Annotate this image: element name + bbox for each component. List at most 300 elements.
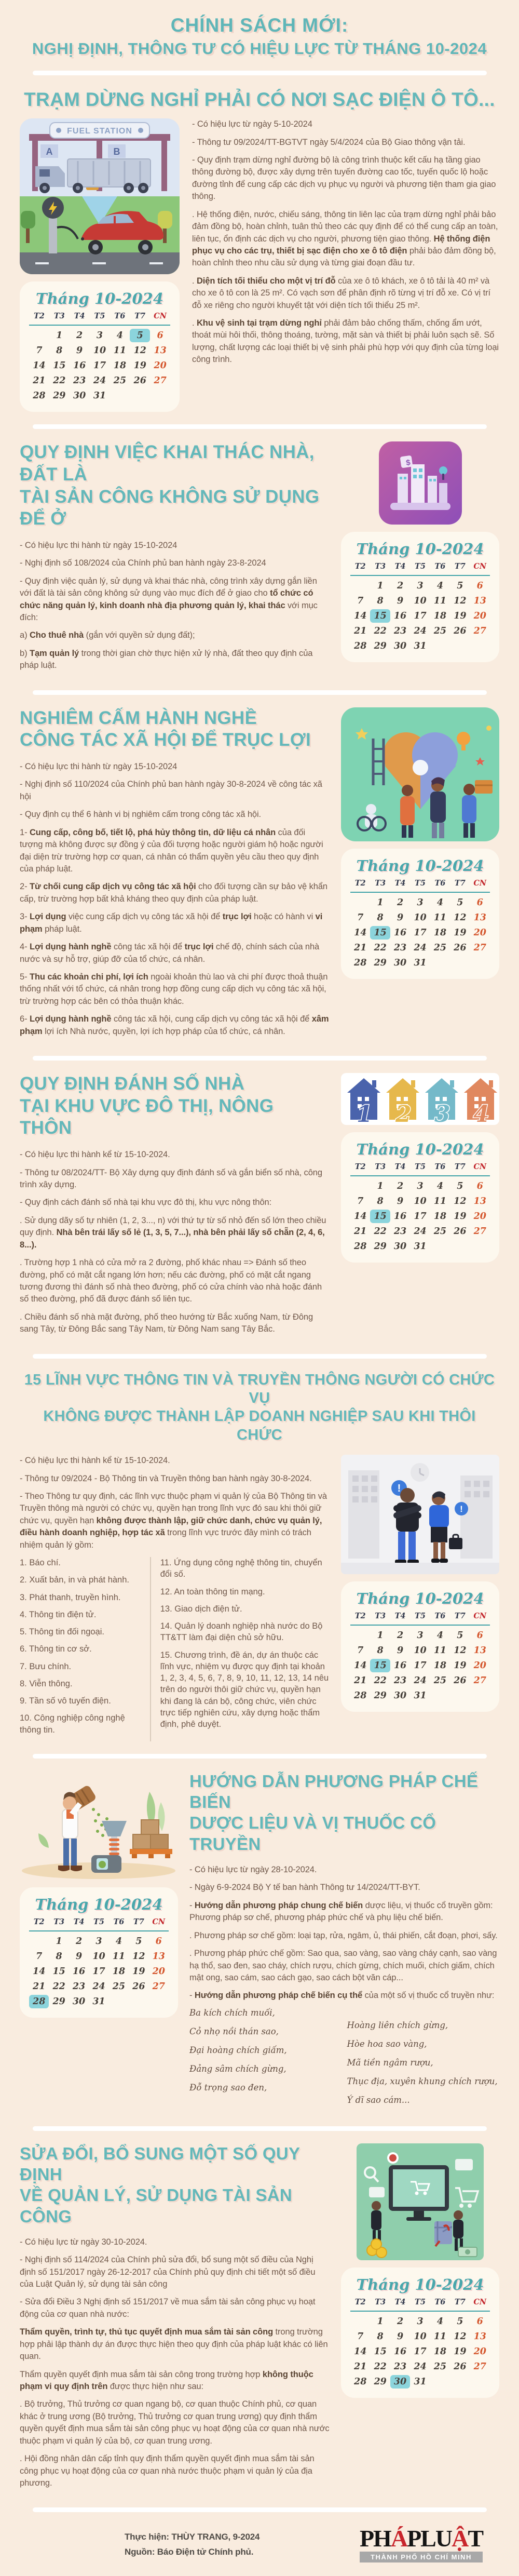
list-item: 2. Xuất bản, in và phát hành. — [20, 1575, 129, 1585]
calendar-day — [430, 1240, 450, 1253]
calendar-day: 11 — [433, 596, 447, 607]
calendar-day: 27 — [473, 942, 486, 953]
calendar-day — [350, 1629, 370, 1642]
calendar-day: 29 — [52, 1996, 65, 2007]
calendar-day: 18 — [113, 360, 127, 371]
weekday-label: T5 — [94, 312, 105, 321]
svg-text:$: $ — [405, 458, 411, 468]
calendar-day: 26 — [454, 2361, 467, 2372]
calendar-day: 3 — [417, 2316, 424, 2327]
weekday-label: T2 — [354, 2297, 366, 2306]
list-item: 15. Chương trình, đề án, dự án thuộc các lĩnh vực, nhiệm vụ được quy định tại khoản 1, 2, 3, 4, 5, 6, 7, 8, 9, 10, 11, 12, 13, 14 nêu trên do người thôi giữ chức vụ, quyền hạn khi đang là cán bộ, công chức, viên chức trực tiếp nghiên cứu, xây dựng hoặc thẩm định, phê duyệt. — [160, 1650, 329, 1729]
paragraph: 4- Lợi dụng hành nghề công tác xã hội để trục lợi chế độ, chính sách của nhà nước và sự hỗ trợ, giúp đỡ của tổ chức, cá nhân. — [20, 942, 320, 964]
calendar-day: 31 — [414, 1241, 427, 1252]
calendar-day: 22 — [374, 942, 387, 953]
calendar-day: 25 — [112, 1981, 126, 1992]
calendar-day: 11 — [433, 2331, 447, 2342]
calendar-separator — [350, 1175, 490, 1176]
bay-b-label: B — [113, 146, 120, 157]
calendar-title: Tháng 10-2024 — [356, 856, 484, 875]
fields-list-left — [20, 1557, 150, 1741]
calendar-day: 15 — [53, 360, 66, 371]
calendar-card — [341, 532, 499, 662]
calendar-day: 13 — [152, 1951, 165, 1962]
weekday-label: T6 — [434, 878, 446, 888]
calendar-day: 29 — [53, 391, 66, 401]
calendar-day: 7 — [357, 1196, 364, 1207]
paragraph: . Phương pháp sơ chế gồm: loại tạp, rửa, ngâm, ủ, thái phiến, cắt đoạn, phơi, sấy. — [189, 1930, 498, 1940]
paragraph: - Theo Thông tư quy định, các lĩnh vực thuộc phạm vi quản lý của Bộ Thông tin và Truyền thông mà người có chức vụ, quyền hạn trong lĩnh vực đó sau khi thôi giữ chức vụ, quyền hạn không được thành lập, giữ chức danh, chức vụ quản lý, điều hành doanh nghiệp, hợp tác xã trong lĩnh vực trước đây mình có trách nhiệm quản lý gồm: — [20, 1491, 327, 1550]
calendar-day: 25 — [433, 2361, 447, 2372]
calendar-day: 17 — [414, 1660, 427, 1671]
calendar-day: 9 — [397, 596, 404, 607]
illustration-fuel-station-ev — [20, 118, 180, 274]
calendar-day: 19 — [132, 1966, 145, 1977]
weekday-label: T7 — [454, 2297, 466, 2306]
calendar-day — [350, 579, 370, 593]
calendar-separator — [29, 1930, 169, 1931]
calendar-day: 22 — [53, 375, 66, 386]
calendar-day: 8 — [377, 2331, 384, 2342]
section-title-line2: TÀI SẢN CÔNG KHÔNG SỬ DỤNG ĐỂ Ở — [20, 486, 320, 529]
section-title-line1: QUY ĐỊNH VIỆC KHAI THÁC NHÀ, ĐẤT LÀ — [20, 442, 315, 485]
calendar-day: 7 — [357, 912, 364, 923]
calendar-day: 26 — [133, 375, 146, 386]
calendar-day: 5 — [457, 581, 463, 592]
calendar-separator — [350, 1625, 490, 1626]
weekday-label: CN — [473, 878, 487, 888]
calendar-day: 27 — [152, 1981, 165, 1992]
svg-text:!: ! — [460, 1504, 463, 1514]
calendar-day: 19 — [454, 927, 467, 938]
calendar-day: 28 — [33, 391, 46, 401]
paragraph: - Nghị định số 114/2024 của Chính phủ sửa đổi, bổ sung một số điều của Nghị định số 151/2017 ngày 26-12-2017 của Chính phủ quy định chi tiết một số điều của Luật Quản lý, sử dụng tài sản công — [20, 2255, 316, 2289]
calendar-day: 20 — [152, 1966, 165, 1977]
calendar-day: 3 — [417, 1181, 424, 1192]
weekday-label: T2 — [33, 312, 45, 321]
calendar-day: 22 — [374, 1675, 387, 1686]
section-asset-management — [16, 2141, 503, 2498]
calendar-day: 6 — [476, 581, 483, 592]
calendar-day: 28 — [354, 641, 367, 652]
calendar-day: 9 — [397, 912, 404, 923]
calendar-day: 1 — [377, 897, 384, 908]
calendar-day: 2 — [76, 330, 83, 341]
page-header — [16, 10, 503, 60]
calendar-day: 16 — [393, 927, 407, 938]
weekday-label: T2 — [354, 1612, 366, 1621]
paragraph: - Có hiệu lực từ ngày 28-10-2024. — [189, 1864, 317, 1874]
calendar-day-highlighted: 15 — [370, 1210, 390, 1223]
list-item: Đảng sâm chích gừng, — [189, 2063, 286, 2074]
calendar-day: 7 — [36, 1951, 43, 1962]
calendar-day: 31 — [414, 957, 427, 968]
section-social-work — [16, 705, 503, 1045]
list-item: 10. Công nghiệp công nghệ thông tin. — [20, 1713, 125, 1735]
list-item: 9. Tần số vô tuyến điện. — [20, 1696, 111, 1706]
weekday-label: T7 — [454, 878, 466, 888]
calendar-day — [470, 639, 490, 653]
calendar-day: 1 — [377, 1630, 384, 1641]
section-rest-stop-ev — [16, 86, 503, 414]
calendar-day-highlighted: 15 — [370, 609, 390, 623]
calendar-day: 17 — [92, 1966, 105, 1977]
calendar-day: 29 — [374, 957, 387, 968]
calendar-day: 29 — [374, 2376, 387, 2387]
phapluat-logo — [360, 2527, 483, 2562]
section-divider — [33, 71, 487, 75]
list-item: 6. Thông tin cơ sở. — [20, 1644, 92, 1654]
weekday-label: T5 — [415, 2297, 426, 2306]
calendar-day-highlighted: 15 — [370, 1659, 390, 1672]
section-divider — [33, 690, 487, 695]
weekday-label: T5 — [415, 1162, 426, 1172]
calendar-day: 17 — [414, 2346, 427, 2357]
calendar-day: 10 — [414, 1196, 427, 1207]
section-house-numbering — [16, 1071, 503, 1344]
weekday-label: T6 — [113, 1917, 125, 1926]
house-number: 3 — [434, 1101, 450, 1125]
calendar-day: 23 — [393, 2361, 407, 2372]
calendar-day: 27 — [473, 1675, 486, 1686]
calendar-day: 3 — [417, 897, 424, 908]
calendar-day — [450, 2375, 470, 2389]
paragraph: - Thông tư 08/2024/TT- Bộ Xây dựng quy định đánh số và gắn biển số nhà, công trình xây dựng. — [20, 1168, 322, 1189]
calendar-day: 16 — [393, 1660, 407, 1671]
calendar-day — [350, 896, 370, 909]
calendar-day: 13 — [473, 596, 486, 607]
calendar-day: 12 — [133, 345, 146, 356]
list-item: 7. Bưu chính. — [20, 1661, 72, 1671]
weekday-label: T5 — [415, 562, 426, 571]
calendar-day: 13 — [154, 345, 167, 356]
paragraph: . Trường hợp 1 nhà có cửa mở ra 2 đường, phố khác nhau => Đánh số theo đường, phố có mặt cắt ngang lớn hơn; nếu các đường, phố có mặt cắt ngang tương đương thì đánh số nhà theo đường, phố có cửa chính vào nhà hoặc đánh số theo đường, phố đã được đánh số liên tục. — [20, 1258, 322, 1304]
calendar-day: 2 — [397, 2316, 404, 2327]
calendar-day: 30 — [393, 957, 407, 968]
calendar-day: 31 — [414, 2376, 427, 2387]
calendar-day: 11 — [433, 912, 447, 923]
calendar-day — [470, 1689, 490, 1702]
weekday-label: T6 — [434, 1612, 446, 1621]
calendar-day — [430, 639, 450, 653]
calendar-day: 23 — [393, 626, 407, 637]
calendar-day: 11 — [112, 1951, 126, 1962]
calendar-day: 5 — [457, 2316, 463, 2327]
calendar-day: 9 — [397, 1196, 404, 1207]
calendar-day: 6 — [476, 2316, 483, 2327]
calendar-day-highlighted: 28 — [29, 1995, 49, 2008]
weekday-label: CN — [473, 1162, 487, 1172]
calendar-day: 19 — [454, 611, 467, 622]
paragraph: . Chiều đánh số nhà mặt đường, phố theo hướng từ Bắc xuống Nam, từ Đông sang Tây, từ Đông Bắc sang Tây Nam, từ Đông Nam sang Tây Bắc. — [20, 1312, 313, 1334]
list-item: 4. Thông tin điện tử. — [20, 1609, 97, 1619]
calendar-day: 3 — [95, 1936, 102, 1947]
calendar-day: 4 — [116, 330, 123, 341]
calendar-day: 3 — [417, 581, 424, 592]
calendar-day: 9 — [76, 345, 83, 356]
calendar-day: 14 — [354, 611, 367, 622]
paragraph: - Ngày 6-9-2024 Bộ Y tế ban hành Thông tư 14/2024/TT-BYT. — [189, 1883, 420, 1893]
calendar-title: Tháng 10-2024 — [35, 1895, 163, 1913]
illustration-herbal-processing — [20, 1771, 178, 1880]
calendar-day: 20 — [473, 2346, 486, 2357]
calendar-day: 20 — [473, 927, 486, 938]
section-title-line2: KHÔNG ĐƯỢC THÀNH LẬP DOANH NGHIỆP SAU KHI THÔI CHỨC — [43, 1408, 476, 1443]
calendar-day: 21 — [354, 1226, 367, 1237]
calendar-day: 26 — [454, 1675, 467, 1686]
calendar-day: 17 — [414, 927, 427, 938]
fields-list-right — [150, 1557, 330, 1741]
calendar-day: 20 — [473, 1211, 486, 1222]
paragraph: b) Tạm quản lý trong thời gian chờ thực hiện xử lý nhà, đất theo quy định của pháp luật. — [20, 648, 313, 670]
calendar-day: 31 — [92, 1996, 105, 2007]
calendar-day: 21 — [354, 626, 367, 637]
calendar-day: 31 — [414, 1691, 427, 1701]
list-item: Đại hoàng chích giấm, — [189, 2045, 287, 2055]
calendar-day — [130, 389, 150, 403]
section-title: TRẠM DỪNG NGHỈ PHẢI CÓ NƠI SẠC ĐIỆN Ô TÔ... — [24, 89, 495, 110]
phapluat-logo-text: PHÁPLUẬT — [359, 2525, 483, 2552]
weekday-label: T3 — [375, 878, 386, 888]
illustration-social-work-team — [341, 707, 499, 841]
calendar-day: 9 — [75, 1951, 83, 1962]
calendar-day — [450, 1689, 470, 1702]
calendar-day: 1 — [377, 581, 384, 592]
calendar-day: 19 — [133, 360, 146, 371]
paragraph: - Thông tư 09/2024 - Bộ Thông tin và Truyền thông ban hành ngày 30-8-2024. — [20, 1473, 312, 1483]
calendar-day: 30 — [73, 391, 86, 401]
section-divider — [33, 1354, 487, 1359]
herb-list-right — [347, 2008, 500, 2114]
calendar-day: 20 — [473, 1660, 486, 1671]
list-item: Đỗ trọng sao đen, — [189, 2082, 267, 2092]
calendar-day — [29, 1935, 49, 1948]
calendar-day: 22 — [52, 1981, 65, 1992]
calendar-day: 29 — [374, 641, 387, 652]
calendar-day: 7 — [357, 596, 364, 607]
calendar-day: 1 — [56, 330, 63, 341]
calendar-day: 10 — [414, 596, 427, 607]
calendar-day: 12 — [454, 1645, 467, 1656]
weekday-label: CN — [473, 2297, 487, 2306]
weekday-label: T7 — [134, 312, 146, 321]
section-title-line2: CÔNG TÁC XÃ HỘI ĐỂ TRỤC LỢI — [20, 730, 311, 750]
weekday-label: T4 — [394, 562, 406, 571]
calendar-day: 28 — [354, 957, 367, 968]
calendar-day: 4 — [436, 1181, 444, 1192]
calendar-day — [470, 1240, 490, 1253]
calendar-day — [149, 1995, 169, 2008]
calendar-day: 6 — [155, 1936, 162, 1947]
calendar-day: 23 — [73, 375, 86, 386]
calendar-day: 8 — [56, 1951, 62, 1962]
calendar-day: 16 — [393, 611, 407, 622]
calendar-day: 8 — [377, 1645, 384, 1656]
illustration-city-assets — [379, 441, 462, 525]
calendar-day: 6 — [476, 1181, 483, 1192]
calendar-day: 7 — [36, 345, 43, 356]
calendar-day-highlighted: 15 — [370, 926, 390, 940]
calendar-title: Tháng 10-2024 — [356, 2275, 484, 2293]
list-item: 12. An toàn thông tin mạng. — [160, 1587, 265, 1596]
calendar-day — [450, 639, 470, 653]
calendar-day: 17 — [414, 1211, 427, 1222]
illustration-public-procurement — [341, 2143, 499, 2260]
weekday-label: CN — [152, 1917, 166, 1926]
calendar-day: 22 — [374, 2361, 387, 2372]
section-body — [20, 1149, 330, 1335]
section-body — [20, 2236, 330, 2490]
calendar-day: 25 — [113, 375, 127, 386]
section-divider — [33, 2126, 487, 2131]
bay-a-label: A — [46, 146, 53, 157]
section-title-line2: DƯỢC LIỆU VÀ VỊ THUỐC CỔ TRUYỀN — [189, 1813, 436, 1854]
calendar-day: 13 — [473, 1196, 486, 1207]
calendar-day: 2 — [397, 581, 404, 592]
calendar-day-highlighted: 30 — [390, 2375, 410, 2389]
calendar-day — [450, 956, 470, 970]
calendar-day: 4 — [436, 1630, 444, 1641]
calendar-day: 24 — [414, 1226, 427, 1237]
paragraph: 3- Lợi dụng việc cung cấp dịch vụ công tác xã hội để trục lợi hoặc có hành vi vi phạm pháp luật. — [20, 912, 323, 934]
calendar-day: 29 — [374, 1691, 387, 1701]
calendar-day: 15 — [52, 1966, 65, 1977]
calendar-day: 19 — [454, 2346, 467, 2357]
weekday-label: T4 — [394, 1612, 406, 1621]
calendar-day: 12 — [454, 912, 467, 923]
calendar-day: 8 — [377, 1196, 384, 1207]
calendar-day — [110, 389, 130, 403]
paragraph: - Có hiệu lực thi hành kể từ 15-10-2024. — [20, 1150, 170, 1160]
house-number: 1 — [357, 1101, 373, 1125]
calendar-day: 24 — [93, 375, 106, 386]
calendar-day — [129, 1995, 148, 2008]
calendar-day — [450, 1240, 470, 1253]
calendar-day: 12 — [132, 1951, 145, 1962]
list-item: Cỏ nhọ nồi thán sao, — [189, 2026, 279, 2036]
calendar-day: 4 — [115, 1936, 122, 1947]
weekday-label: T6 — [434, 1162, 446, 1172]
list-item: 3. Phát thanh, truyền hình. — [20, 1592, 121, 1602]
calendar-day: 13 — [473, 912, 486, 923]
paragraph: 6- Lợi dụng hành nghề công tác xã hội, cung cấp dịch vụ công tác xã hội để xâm phạm lợi ích Nhà nước, quyền, lợi ích hợp pháp của tổ chức, cá nhân. — [20, 1014, 329, 1036]
weekday-label: T4 — [394, 2297, 406, 2306]
calendar-day — [430, 1689, 450, 1702]
calendar-card — [341, 2268, 499, 2398]
calendar-day-highlighted: 5 — [130, 329, 150, 342]
section-title-line1: HƯỚNG DẪN PHƯƠNG PHÁP CHẾ BIẾN — [189, 1771, 479, 1812]
calendar-day: 14 — [354, 927, 367, 938]
credit-line-source: Nguồn: Báo Điện tử Chính phủ. — [125, 2546, 254, 2557]
paragraph: 5- Thu các khoản chi phí, lợi ích ngoài khoản thù lao và chi phí được thoả thuận thống nhất với tổ chức, cá nhân trong hợp đồng cung cấp dịch vụ công tác xã hội, trừ trường hợp các bên có thỏa thuận khác. — [20, 972, 328, 1006]
section-body — [189, 1864, 499, 2002]
paragraph: . Hội đồng nhân dân cấp tỉnh quy định thẩm quyền quyết định mua sắm tài sản công phục vụ hoạt động của cơ quan nhà nước thuộc phạm vi quản lý của địa phương. — [20, 2454, 315, 2488]
calendar-day — [470, 2375, 490, 2389]
calendar-day: 19 — [454, 1211, 467, 1222]
calendar-day: 23 — [393, 1675, 407, 1686]
calendar-day: 6 — [476, 1630, 483, 1641]
calendar-title: Tháng 10-2024 — [356, 540, 484, 558]
calendar-day: 5 — [457, 1630, 463, 1641]
paragraph: - Quy định cách đánh số nhà tại khu vực đô thị, khu vực nông thôn: — [20, 1198, 272, 1208]
calendar-day: 12 — [454, 596, 467, 607]
calendar-day: 24 — [92, 1981, 105, 1992]
calendar-day: 16 — [73, 360, 86, 371]
calendar-card — [20, 281, 180, 412]
list-item: Mã tiền ngâm rượu, — [347, 2057, 433, 2068]
page-title-line1: CHÍNH SÁCH MỚI: — [170, 15, 349, 36]
calendar-card — [341, 849, 499, 979]
calendar-separator — [350, 2311, 490, 2312]
weekday-label: T4 — [73, 1917, 85, 1926]
calendar-day: 26 — [132, 1981, 145, 1992]
calendar-day: 21 — [354, 2361, 367, 2372]
calendar-day: 9 — [397, 1645, 404, 1656]
section-title-line1: SỬA ĐỔI, BỔ SUNG MỘT SỐ QUY ĐỊNH — [20, 2143, 300, 2184]
calendar-day: 10 — [414, 912, 427, 923]
calendar-day: 18 — [433, 1660, 447, 1671]
section-herbal-processing — [16, 1769, 503, 2116]
calendar-day: 17 — [93, 360, 106, 371]
calendar-day: 22 — [374, 626, 387, 637]
calendar-day: 21 — [354, 1675, 367, 1686]
calendar-day: 19 — [454, 1660, 467, 1671]
paragraph: . Sử dụng dãy số tự nhiên (1, 2, 3..., n) với thứ tự từ số nhỏ đến số lớn theo chiều quy định. Nhà bên trái lấy số lẻ (1, 3, 5, 7...), nhà bên phải lấy số chẵn (2, 4, 6, 8...). — [20, 1215, 326, 1250]
calendar-day — [430, 956, 450, 970]
calendar-title: Tháng 10-2024 — [356, 1141, 484, 1159]
calendar-day: 6 — [476, 897, 483, 908]
weekday-label: T3 — [375, 1162, 386, 1172]
list-item: 5. Thông tin đối ngoại. — [20, 1627, 104, 1637]
calendar-day: 23 — [393, 1226, 407, 1237]
calendar-day: 27 — [473, 1226, 486, 1237]
calendar-day: 28 — [354, 2376, 367, 2387]
calendar-day: 18 — [433, 927, 447, 938]
section-title-line1: 15 LĨNH VỰC THÔNG TIN VÀ TRUYỀN THÔNG NGƯỜI CÓ CHỨC VỤ — [24, 1371, 495, 1406]
section-title-line2: TẠI KHU VỰC ĐÔ THỊ, NÔNG THÔN — [20, 1095, 274, 1138]
calendar-day: 25 — [433, 626, 447, 637]
calendar-day: 24 — [414, 1675, 427, 1686]
illustration-officials-prohibited — [341, 1455, 499, 1574]
calendar-day: 21 — [354, 942, 367, 953]
calendar-day: 17 — [414, 611, 427, 622]
calendar-day: 28 — [354, 1691, 367, 1701]
calendar-day: 12 — [454, 2331, 467, 2342]
paragraph: - Nghị định số 110/2024 của Chính phủ ban hành ngày 30-8-2024 về công tác xã hội — [20, 780, 322, 801]
calendar-day: 14 — [33, 360, 46, 371]
calendar-day: 8 — [377, 912, 384, 923]
section-body — [20, 761, 330, 1038]
calendar-day: 16 — [72, 1966, 86, 1977]
calendar-day: 14 — [354, 2346, 367, 2357]
paragraph: - Hướng dẫn phương pháp chế biến cụ thể của một số vị thuốc cổ truyền như: — [189, 1991, 495, 2001]
weekday-label: T2 — [354, 1162, 366, 1172]
calendar-day: 18 — [433, 1211, 447, 1222]
weekday-label: T6 — [434, 2297, 446, 2306]
weekday-label: T3 — [375, 2297, 386, 2306]
calendar-day: 24 — [414, 626, 427, 637]
calendar-day — [150, 389, 170, 403]
calendar-day: 7 — [357, 1645, 364, 1656]
weekday-label: T2 — [33, 1917, 45, 1926]
weekday-label: T2 — [354, 878, 366, 888]
calendar-day: 30 — [393, 641, 407, 652]
weekday-label: T3 — [375, 1612, 386, 1621]
calendar-day: 27 — [473, 2361, 486, 2372]
calendar-day: 24 — [414, 2361, 427, 2372]
calendar-day: 2 — [397, 1181, 404, 1192]
calendar-day — [430, 2375, 450, 2389]
